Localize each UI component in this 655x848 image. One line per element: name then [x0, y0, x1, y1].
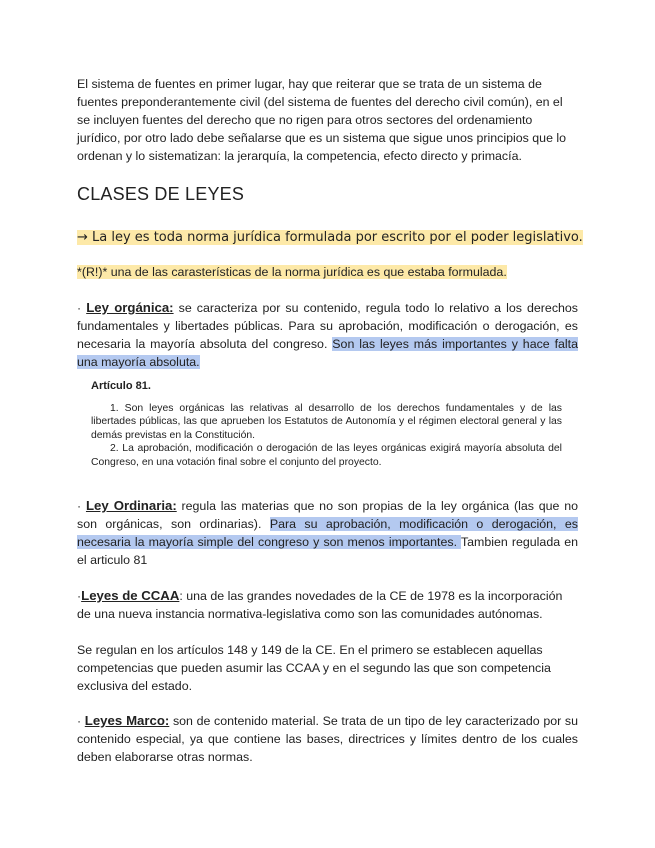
ley-ordinaria-tail: Tambien regulada en el articulo 81 — [77, 535, 578, 567]
note-highlight: *(R!)* una de las carasterísticas de la norma jurídica es que estaba formulada. — [77, 265, 507, 279]
bullet: · — [77, 301, 82, 315]
leyes-ccaa-text: : una de las grandes novedades de la CE de 1978 es la incorporación de una nueva instancia normativa-legislativa como son las comunidades autónomas. — [77, 589, 563, 621]
articulo-item-2: 2. La aprobación, modificación o derogación de las leyes orgánicas exigirá mayoría absoluta del Congreso, en una votación final sobre el conjunto del proyecto. — [91, 443, 562, 468]
definition-highlight: → La ley es toda norma jurídica formulada por escrito por el poder legislativo. — [77, 230, 583, 245]
bullet: · — [77, 499, 82, 513]
bullet: · — [77, 589, 82, 603]
intro-paragraph: El sistema de fuentes en primer lugar, hay que reiterar que se trata de un sistema de fuentes preponderantemente civil (del sistema de fuentes del derecho civil común), en el se incluyen fuentes del derecho que no rigen para otros sectores del ordenamiento jurídico, por otro lado debe señalarse que es un sistema que sigue unos principios que lo ordenan y lo sistematizan: la jerarquía, la competencia, efecto directo y primacía. — [77, 77, 567, 163]
characteristic-note — [77, 263, 507, 281]
ley-ordinaria-term: Ley Ordinaria: — [85, 498, 177, 513]
articulo-81-quote — [91, 380, 562, 469]
articulo-title: Artículo 81. — [91, 380, 151, 392]
articulo-item-1: 1. Son leyes orgánicas las relativas al desarrollo de los derechos fundamentales y de las libertades públicas, las que aprueben los Estatutos de Autonomía y el régimen electoral general y las demás previstas en la Constitución. — [91, 402, 562, 441]
bullet: · — [77, 714, 82, 728]
leyes-ccaa-regulation: Se regulan en los artículos 148 y 149 de la CE. En el primero se establecen aquellas competencias que pueden asumir las CCAA y en el segundo las que son competencia exclusiva del estado. — [77, 643, 551, 693]
leyes-ccaa-paragraph — [77, 587, 578, 623]
section-heading: CLASES DE LEYES — [77, 184, 245, 204]
law-definition — [77, 228, 583, 248]
ley-organica-highlight: Son las leyes más importantes y hace falta una mayoría absoluta. — [77, 337, 578, 369]
leyes-ccaa-term: Leyes de CCAA — [81, 588, 180, 603]
ley-ordinaria-paragraph — [77, 497, 578, 569]
leyes-marco-text: son de contenido material. Se trata de un tipo de ley caracterizado por su contenido especial, ya que contiene las bases, directrices y límites dentro de los cuales deben elaborarse otras normas. — [77, 714, 578, 764]
ley-organica-text: se caracteriza por su contenido, regula todo lo relativo a los derechos fundamentales y libertades públicas. Para su aprobación, modificación o derogación, es necesaria la mayoría absoluta del congreso. — [77, 301, 578, 351]
ley-organica-paragraph — [77, 299, 578, 371]
leyes-marco-paragraph — [77, 712, 578, 766]
ley-ordinaria-text: regula las materias que no son propias de la ley orgánica (las que no son orgánicas, son ordinarias). — [77, 499, 578, 531]
leyes-marco-term: Leyes Marco: — [84, 713, 170, 728]
ley-ordinaria-highlight: Para su aprobación, modificación o derogación, es necesaria la mayoría simple del congreso y son menos importantes. — [77, 517, 578, 549]
ley-organica-term: Ley orgánica: — [86, 300, 174, 315]
